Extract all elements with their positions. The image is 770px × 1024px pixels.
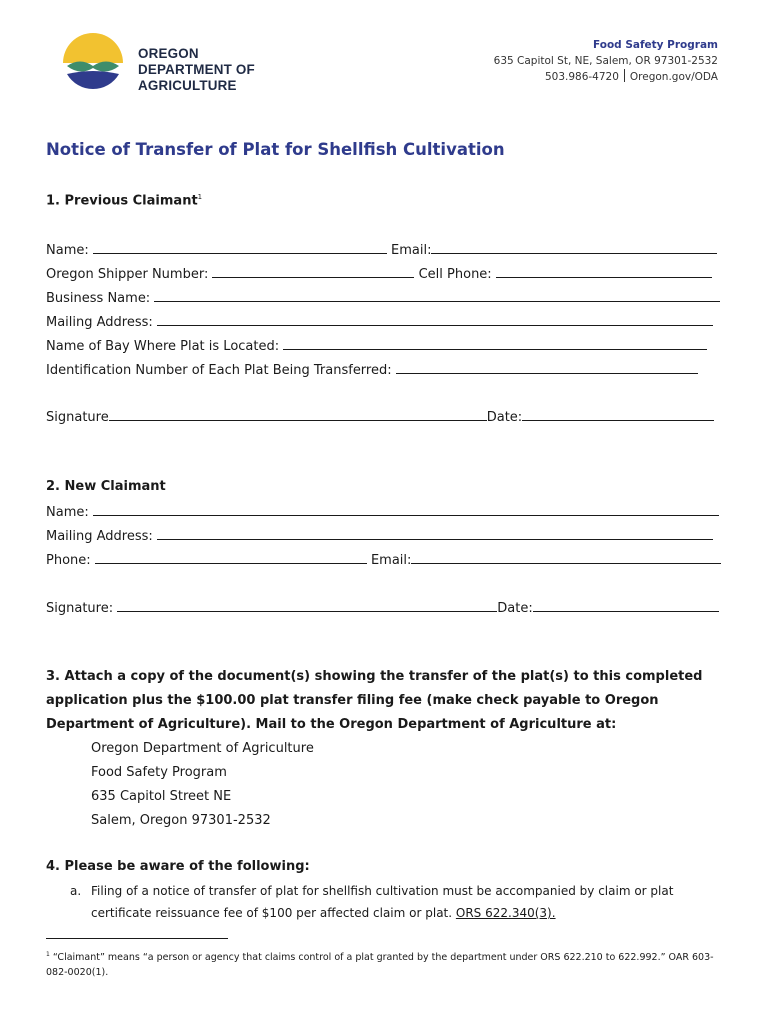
new-name-field[interactable]: [93, 502, 719, 516]
address-line: Salem, Oregon 97301-2532: [91, 813, 271, 828]
prev-business-row: [46, 288, 720, 308]
prev-cell-label: Cell Phone:: [418, 267, 492, 282]
prev-ident-row: [46, 360, 698, 380]
prev-ident-field[interactable]: [396, 360, 698, 374]
prev-mailing-field[interactable]: [157, 312, 713, 326]
address-line: Oregon Department of Agriculture: [91, 741, 314, 756]
footnote-ref: 1: [197, 193, 203, 201]
section-4-heading: 4. Please be aware of the following:: [46, 859, 310, 874]
new-mailing-row: [46, 526, 713, 546]
address-line: Food Safety Program: [91, 765, 227, 780]
prev-mailing-label: Mailing Address:: [46, 315, 153, 330]
org-line-3: AGRICULTURE: [138, 78, 237, 93]
prev-signature-field[interactable]: [109, 407, 487, 421]
mailing-address-block: [91, 737, 314, 833]
prev-business-label: Business Name:: [46, 291, 151, 306]
new-name-row: [46, 502, 719, 522]
prev-shipper-label: Oregon Shipper Number:: [46, 267, 209, 282]
form-title: Notice of Transfer of Plat for Shellfish Cultivation: [46, 140, 505, 159]
prev-shipper-cell-row: [46, 264, 712, 284]
new-phone-field[interactable]: [95, 550, 367, 564]
new-signature-label: Signature:: [46, 601, 114, 616]
item-a-text: Filing of a notice of transfer of plat for shellfish cultivation must be accompanied by claim or plat certificate reissuance fee of $100 per affected claim or plat.: [91, 884, 674, 920]
list-item-marker: a.: [70, 884, 82, 898]
prev-signature-label: Signature: [46, 410, 109, 425]
program-name: Food Safety Program: [592, 39, 718, 51]
prev-business-field[interactable]: [154, 288, 720, 302]
ors-reference-link[interactable]: ORS 622.340(3).: [455, 906, 556, 920]
program-address: 635 Capitol St, NE, Salem, OR 97301-2532: [493, 55, 718, 67]
new-mailing-field[interactable]: [157, 526, 713, 540]
new-date-field[interactable]: [533, 598, 719, 612]
prev-cell-field[interactable]: [496, 264, 712, 278]
prev-signature-row: [46, 407, 714, 427]
list-item-text: [91, 880, 710, 924]
prev-bay-row: [46, 336, 707, 356]
header-contact: [494, 37, 718, 85]
section-3-text: 3. Attach a copy of the document(s) showing the transfer of the plat(s) to this completed application plus the $100.00 plat transfer filing fee (make check payable to Oregon Department of Agriculture). Mail to the Oregon Department of Agriculture at:: [46, 669, 703, 732]
phone-website-line: [494, 69, 718, 85]
new-phone-email-row: [46, 550, 721, 570]
new-name-label: Name:: [46, 505, 89, 520]
prev-mailing-row: [46, 312, 713, 332]
org-name: [138, 46, 255, 94]
address-line: 635 Capitol Street NE: [91, 789, 232, 804]
prev-name-label: Name:: [46, 243, 89, 258]
prev-bay-label: Name of Bay Where Plat is Located:: [46, 339, 280, 354]
prev-ident-label: Identification Number of Each Plat Being Transferred:: [46, 363, 392, 378]
new-date-label: Date:: [497, 601, 533, 616]
prev-date-field[interactable]: [522, 407, 714, 421]
prev-date-label: Date:: [486, 410, 523, 425]
section-1-heading: [46, 193, 202, 208]
new-phone-label: Phone:: [46, 553, 91, 568]
oda-logo: [60, 30, 270, 94]
new-email-field[interactable]: [411, 550, 721, 564]
new-mailing-label: Mailing Address:: [46, 529, 153, 544]
separator: [624, 69, 625, 82]
new-email-label: Email:: [370, 553, 412, 568]
program-website[interactable]: Oregon.gov/ODA: [629, 71, 718, 83]
oda-logo-icon: [60, 30, 126, 94]
org-line-2: DEPARTMENT OF: [138, 62, 255, 77]
footnote-divider: [46, 938, 228, 939]
section-2-heading: 2. New Claimant: [46, 479, 166, 494]
prev-email-label: Email:: [391, 243, 432, 258]
new-signature-field[interactable]: [117, 598, 497, 612]
prev-shipper-field[interactable]: [212, 264, 414, 278]
list-item: [70, 880, 710, 924]
prev-name-field[interactable]: [93, 240, 387, 254]
prev-bay-field[interactable]: [283, 336, 707, 350]
new-signature-row: [46, 598, 719, 618]
prev-email-field[interactable]: [431, 240, 717, 254]
footnote-text: “Claimant” means “a person or agency that claims control of a plat granted by the department under ORS 622.210 to 622.992.” OAR 603-082-0020(1).: [46, 952, 714, 979]
program-phone: 503.986-4720: [544, 71, 619, 83]
footnote: [46, 947, 726, 980]
footnote-marker: 1: [46, 951, 50, 958]
prev-name-email-row: [46, 240, 717, 260]
section-1-heading-text: 1. Previous Claimant: [46, 193, 198, 209]
org-line-1: OREGON: [138, 46, 199, 61]
